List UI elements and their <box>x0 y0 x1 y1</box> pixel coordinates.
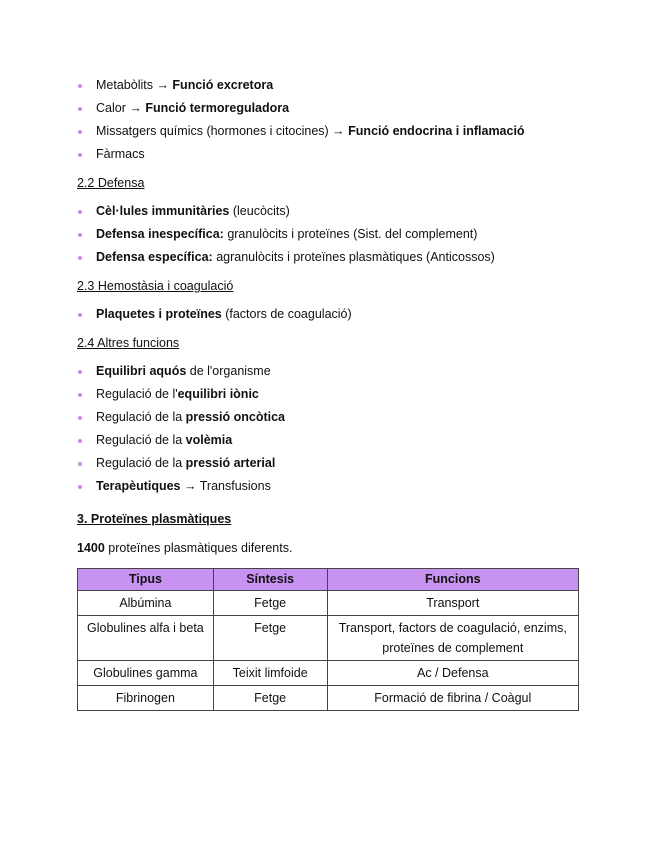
section-heading-proteines: 3. Proteïnes plasmàtiques <box>77 512 232 526</box>
column-header-sintesis: Síntesis <box>213 569 327 591</box>
item-text: Metabòlits → <box>96 78 173 92</box>
bullet-icon <box>78 233 82 237</box>
bullet-icon <box>78 462 82 466</box>
item-text: (leucòcits) <box>229 204 290 218</box>
item-bold-text: Cèl·lules immunitàries <box>96 204 230 218</box>
list-item <box>77 223 582 246</box>
item-text: Calor → <box>96 101 146 115</box>
item-text: granulòcits i proteïnes (Sist. del complement) <box>223 227 478 241</box>
item-text: agranulòcits i proteïnes plasmàtiques (Anticossos) <box>212 250 495 264</box>
item-bold-text: equilibri iònic <box>177 387 259 401</box>
bullet-icon <box>78 210 82 214</box>
item-bold-text: Equilibri aquós <box>96 364 187 378</box>
intro-paragraph <box>77 541 582 555</box>
item-text: Regulació de la <box>96 456 186 470</box>
bullet-icon <box>78 130 82 134</box>
table-cell: Formació de fibrina / Coàgul <box>327 686 578 711</box>
table-row <box>78 686 579 711</box>
section-heading-hemostasia: 2.3 Hemostàsia i coagulació <box>77 279 234 293</box>
item-bold-text: pressió arterial <box>185 456 276 470</box>
table-cell: Teixit limfoide <box>213 661 327 686</box>
list-item <box>77 97 582 120</box>
altres-list <box>77 360 582 498</box>
item-text: Missatgers químics (hormones i citocines) → <box>96 124 349 138</box>
table-cell: Fetge <box>213 616 327 661</box>
table-header-row <box>78 569 579 591</box>
bullet-icon <box>78 485 82 489</box>
table-cell: Fetge <box>213 591 327 616</box>
item-bold-text: pressió oncòtica <box>185 410 285 424</box>
table-cell: Transport <box>327 591 578 616</box>
table-cell: Transport, factors de coagulació, enzims, proteïnes de complement <box>327 616 578 661</box>
list-item <box>77 246 582 269</box>
list-item <box>77 452 582 475</box>
list-item <box>77 143 582 166</box>
bullet-icon <box>78 313 82 317</box>
column-header-tipus: Tipus <box>78 569 214 591</box>
intro-bold-number: 1400 <box>77 541 105 555</box>
bullet-icon <box>78 370 82 374</box>
bullet-icon <box>78 256 82 260</box>
table-cell: Globulines gamma <box>78 661 214 686</box>
list-item <box>77 120 582 143</box>
item-bold-text: Funció termoreguladora <box>145 101 290 115</box>
table-row <box>78 591 579 616</box>
item-bold-text: Defensa específica: <box>96 250 213 264</box>
table-cell: Globulines alfa i beta <box>78 616 214 661</box>
list-item <box>77 74 582 97</box>
item-text: Regulació de la <box>96 433 186 447</box>
item-text: → Transfusions <box>180 479 271 493</box>
list-item <box>77 383 582 406</box>
table-cell: Albúmina <box>78 591 214 616</box>
column-header-funcions: Funcions <box>327 569 578 591</box>
item-bold-text: Terapèutiques <box>96 479 181 493</box>
item-bold-text: Plaquetes i proteïnes <box>96 307 222 321</box>
item-text: de l'organisme <box>186 364 271 378</box>
list-item <box>77 303 582 326</box>
list-item <box>77 475 582 498</box>
item-bold-text: Funció excretora <box>172 78 274 92</box>
table-cell: Ac / Defensa <box>327 661 578 686</box>
table-cell: Fetge <box>213 686 327 711</box>
list-item <box>77 360 582 383</box>
item-bold-text: Defensa inespecífica: <box>96 227 224 241</box>
list-item <box>77 406 582 429</box>
bullet-icon <box>78 393 82 397</box>
blood-functions-list <box>77 74 582 166</box>
bullet-icon <box>78 153 82 157</box>
item-text: (factors de coagulació) <box>221 307 352 321</box>
defensa-list <box>77 200 582 269</box>
list-item <box>77 200 582 223</box>
table-cell: Fibrinogen <box>78 686 214 711</box>
item-bold-text: volèmia <box>185 433 233 447</box>
section-heading-altres: 2.4 Altres funcions <box>77 336 180 350</box>
bullet-icon <box>78 416 82 420</box>
item-bold-text: Funció endocrina i inflamació <box>348 124 525 138</box>
hemostasia-list <box>77 303 582 326</box>
intro-text: proteïnes plasmàtiques diferents. <box>104 541 293 555</box>
item-text: Regulació de l' <box>96 387 178 401</box>
section-heading-defensa: 2.2 Defensa <box>77 176 145 190</box>
item-text: Regulació de la <box>96 410 186 424</box>
plasma-proteins-table <box>77 568 579 711</box>
list-item <box>77 429 582 452</box>
table-row <box>78 616 579 661</box>
bullet-icon <box>78 107 82 111</box>
bullet-icon <box>78 84 82 88</box>
document-page <box>77 74 582 711</box>
bullet-icon <box>78 439 82 443</box>
table-row <box>78 661 579 686</box>
item-text: Fàrmacs <box>96 147 145 161</box>
